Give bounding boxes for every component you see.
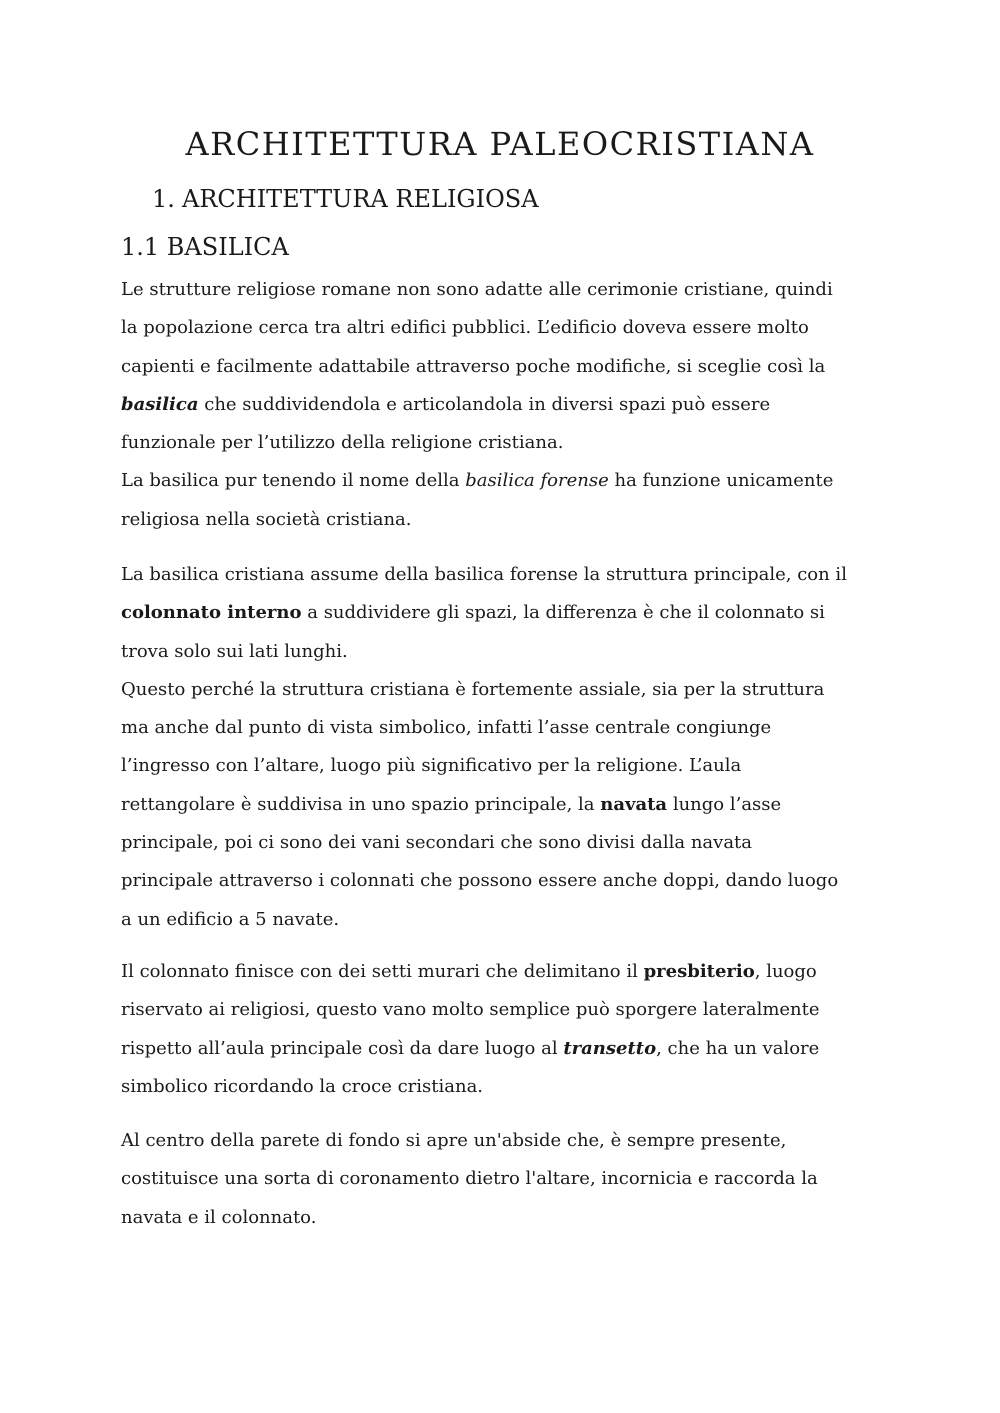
text-line: principale, poi ci sono dei vani secondari che sono divisi dalla navata: [121, 832, 753, 854]
bold-italic-term: basilica: [121, 393, 199, 415]
text-run: rettangolare è suddivisa in uno spazio principale, la: [121, 793, 601, 815]
text-line: [121, 594, 891, 632]
bold-italic-term: transetto: [563, 1037, 657, 1059]
text-line: la popolazione cerca tra altri edifici pubblici. L’edificio doveva essere molto: [121, 317, 809, 339]
text-line: costituisce una sorta di coronamento dietro l'altare, incornicia e raccorda la: [121, 1168, 818, 1190]
text-run: La basilica pur tenendo il nome della: [121, 470, 466, 492]
section-heading: [152, 181, 539, 217]
text-line: simbolico ricordando la croce cristiana.: [121, 1075, 484, 1097]
text-line: riservato ai religiosi, questo vano molto semplice può sporgere lateralmente: [121, 999, 820, 1021]
paragraph-1: [121, 271, 891, 539]
text-line: Al centro della parete di fondo si apre un'abside che, è sempre presente,: [121, 1130, 787, 1151]
text-line: ma anche dal punto di vista simbolico, infatti l’asse centrale congiunge: [121, 717, 772, 739]
text-line: [121, 1030, 891, 1068]
text-run: lungo l’asse: [667, 793, 782, 815]
subsection-heading: 1.1 BASILICA: [121, 233, 289, 261]
text-line: principale attraverso i colonnati che possono essere anche doppi, dando luogo: [121, 870, 839, 892]
text-line: [121, 786, 891, 824]
text-run: Il colonnato finisce con dei setti murari che delimitano il: [121, 961, 644, 982]
section-number: 1.: [152, 185, 175, 213]
text-line: [121, 953, 891, 991]
text-line: Questo perché la struttura cristiana è fortemente assiale, sia per la struttura: [121, 678, 825, 700]
text-line: La basilica cristiana assume della basilica forense la struttura principale, con il: [121, 564, 847, 585]
text-line: navata e il colonnato.: [121, 1206, 317, 1228]
paragraph-3: [121, 953, 891, 1106]
text-line: religiosa nella società cristiana.: [121, 508, 412, 530]
text-line: l’ingresso con l’altare, luogo più significativo per la religione. L’aula: [121, 755, 742, 777]
paragraph-4: [121, 1122, 891, 1237]
text-line: trova solo sui lati lunghi.: [121, 640, 348, 662]
italic-term: basilica forense: [465, 470, 609, 492]
bold-term: presbiterio: [643, 961, 755, 982]
bold-term: navata: [600, 793, 668, 815]
text-line: [121, 462, 891, 500]
section-label: ARCHITETTURA RELIGIOSA: [182, 185, 539, 213]
document-title: ARCHITETTURA PALEOCRISTIANA: [185, 125, 815, 163]
text-run: rispetto all’aula principale così da dare luogo al: [121, 1037, 564, 1059]
text-line: [121, 386, 891, 424]
paragraph-2: [121, 556, 891, 939]
text-run: , luogo: [754, 961, 817, 982]
text-line: a un edificio a 5 navate.: [121, 908, 340, 930]
text-line: funzionale per l’utilizzo della religione cristiana.: [121, 432, 564, 454]
text-line: capienti e facilmente adattabile attraverso poche modifiche, si sceglie così la: [121, 355, 826, 377]
bold-term: colonnato interno: [121, 602, 302, 624]
text-run: ha funzione unicamente: [608, 470, 834, 492]
text-run: , che ha un valore: [656, 1037, 820, 1059]
text-run: che suddividendola e articolandola in diversi spazi può essere: [198, 393, 771, 415]
text-line: Le strutture religiose romane non sono adatte alle cerimonie cristiane, quindi: [121, 279, 833, 300]
text-run: a suddividere gli spazi, la differenza è che il colonnato si: [301, 602, 825, 624]
